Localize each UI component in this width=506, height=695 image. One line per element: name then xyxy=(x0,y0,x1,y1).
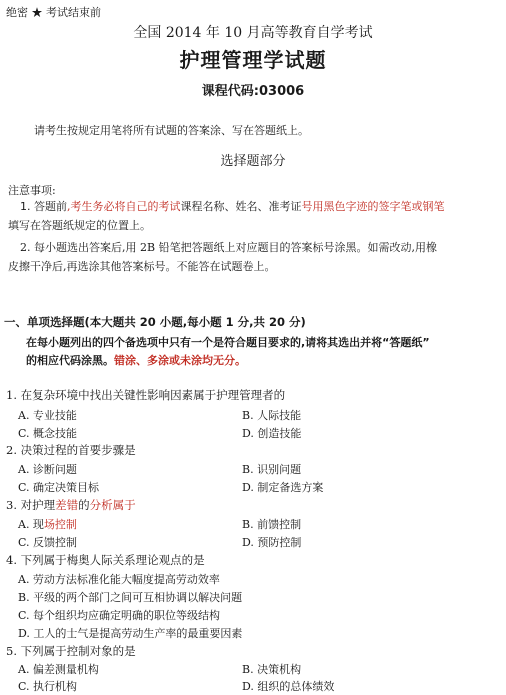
note-2 xyxy=(8,238,437,276)
notes-title: 注意事项: xyxy=(8,184,56,197)
q3-option-d: D. 预防控制 xyxy=(242,536,302,549)
q2-option-c: C. 确定决策目标 xyxy=(18,481,100,494)
q3-stem-red-1: 差错 xyxy=(55,498,79,512)
answer-instruction: 请考生按规定用笔将所有试题的答案涂、写在答题纸上。 xyxy=(34,124,309,137)
section-desc-line1: 在每小题列出的四个备选项中只有一个是符合题目要求的,请将其选出并将“答题纸” xyxy=(26,336,430,349)
q1-option-b: B. 人际技能 xyxy=(242,409,302,422)
exam-title: 全国 2014 年 10 月高等教育自学考试 xyxy=(133,25,373,41)
section-desc-line2-red: 错涂、多涂或未涂均无分。 xyxy=(114,354,246,367)
note1-prefix: 1. 答题前 xyxy=(20,200,67,213)
q1-option-d: D. 创造技能 xyxy=(242,427,302,440)
q2-option-b: B. 识别问题 xyxy=(242,463,302,476)
question-2: 2. 决策过程的首要步骤是 xyxy=(6,443,136,457)
section-heading: 一、单项选择题(本大题共 20 小题,每小题 1 分,共 20 分) xyxy=(4,315,306,329)
q1-option-c: C. 概念技能 xyxy=(18,427,78,440)
question-3 xyxy=(6,497,136,513)
note1-line2: 填写在答题纸规定的位置上。 xyxy=(8,219,151,232)
q3-stem-prefix: 3. 对护理 xyxy=(6,498,56,512)
question-1: 1. 在复杂环境中找出关键性影响因素属于护理管理者的 xyxy=(6,388,286,402)
q3-option-a xyxy=(18,516,77,532)
q4-option-c: C. 每个组织均应确定明确的职位等级结构 xyxy=(18,609,221,622)
note1-red-2: 号用黑色字迹的签字笔或钢笔 xyxy=(301,200,445,213)
q2-option-a: A. 诊断问题 xyxy=(18,463,77,476)
part-heading: 选择题部分 xyxy=(220,154,286,169)
q3-option-c: C. 反馈控制 xyxy=(18,536,78,549)
subject-title: 护理管理学试题 xyxy=(179,48,327,72)
q3-option-a-red: 场控制 xyxy=(43,518,77,531)
q5-option-d: D. 组织的总体绩效 xyxy=(242,680,335,693)
question-4: 4. 下列属于梅奥人际关系理论观点的是 xyxy=(6,553,205,567)
q5-option-c: C. 执行机构 xyxy=(18,680,78,693)
section-description xyxy=(26,334,430,370)
course-code: 课程代码:03006 xyxy=(201,84,305,99)
note2-line2: 皮擦干净后,再选涂其他答案标号。不能答在试题卷上。 xyxy=(8,260,276,273)
q4-option-a: A. 劳动方法标准化能大幅度提高劳动效率 xyxy=(18,573,220,586)
q3-stem-red-2: 分析属于 xyxy=(89,498,136,512)
q4-option-b: B. 平级的两个部门之间可互相协调以解决问题 xyxy=(18,591,243,604)
q4-option-d: D. 工人的士气是提高劳动生产率的最重要因素 xyxy=(18,627,243,640)
q3-stem-mid: 的 xyxy=(78,498,90,512)
q5-option-b: B. 决策机构 xyxy=(242,663,302,676)
q1-option-a: A. 专业技能 xyxy=(18,409,77,422)
note-1 xyxy=(8,197,445,235)
confidential-label: 绝密 ★ 考试结束前 xyxy=(6,6,101,19)
q3-option-b: B. 前馈控制 xyxy=(242,518,302,531)
section-desc-line2-prefix: 的相应代码涂黑。 xyxy=(26,354,114,367)
q2-option-d: D. 制定备选方案 xyxy=(242,481,324,494)
question-5: 5. 下列属于控制对象的是 xyxy=(6,644,136,658)
note1-mid: 课程名称、姓名、准考证 xyxy=(180,200,302,213)
q5-option-a: A. 偏差测量机构 xyxy=(18,663,99,676)
note2-line1: 2. 每小题选出答案后,用 2B 铅笔把答题纸上对应题目的答案标号涂黑。如需改动,用橡 xyxy=(20,241,438,254)
q3-option-a-prefix: A. 现 xyxy=(18,518,44,531)
note1-red-1: ,考生务必将自己的考试 xyxy=(67,200,181,213)
